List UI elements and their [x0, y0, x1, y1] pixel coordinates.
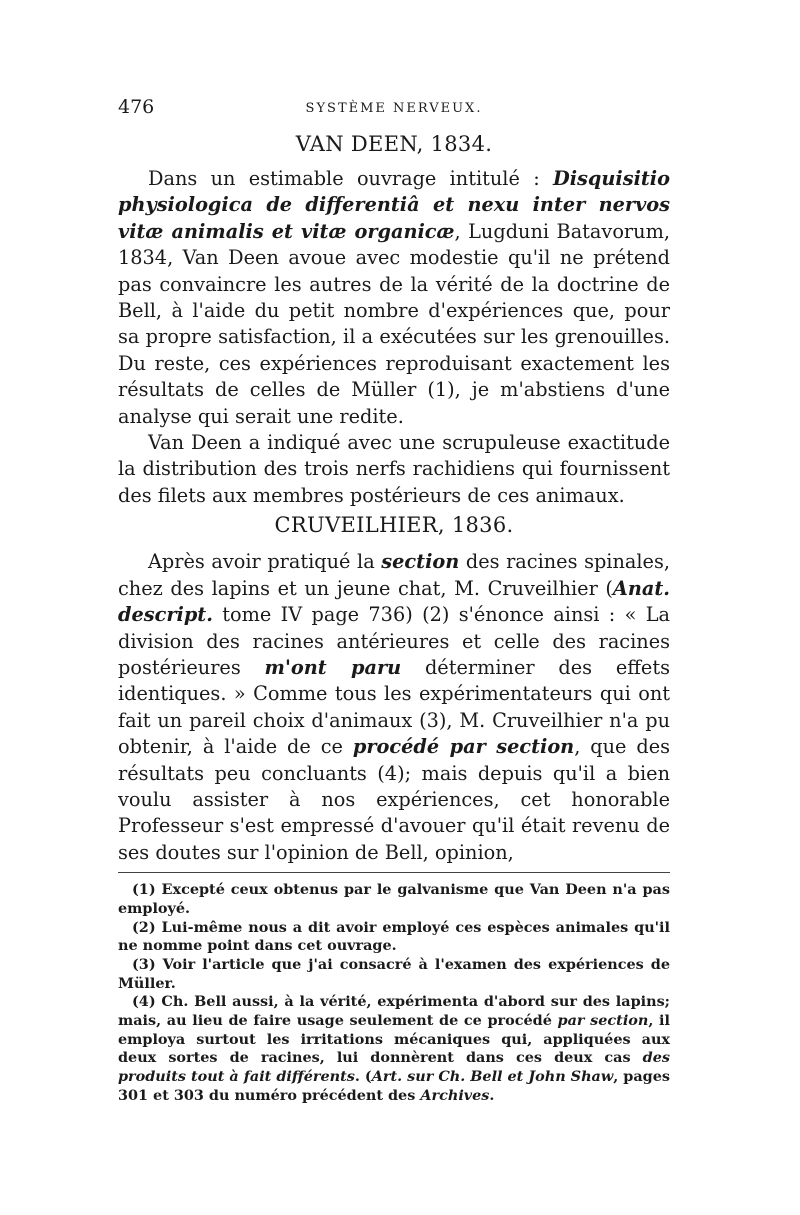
- paragraph-cruveilhier: [118, 549, 670, 866]
- footnote-2: (2) Lui-même nous a dit avoir employé ces espèces animales qu'il ne nomme point dans cet ouvrage.: [118, 918, 670, 955]
- text-run: .: [489, 1086, 495, 1104]
- footnote-1: (1) Excepté ceux obtenus par le galvanisme que Van Deen n'a pas employé.: [118, 881, 670, 917]
- citation: Anat. descript.: [118, 576, 670, 627]
- text-run: (4) Ch. Bell aussi, à la vérité, expérimenta d'abord sur des lapins; mais, au lieu de faire usage seulement de ce procédé: [118, 993, 670, 1030]
- text-run: , Lugduni Batavorum, 1834, Van Deen avoue avec modestie qu'il ne prétend pas convaincre les autres de la vérité de la doctrine de Bell, à l'aide du petit nombre d'expériences que, pour sa propre satisfaction, il a exécutées sur les grenouilles. Du reste, ces expériences reproduisant exactement les résultats de celles de Müller (1), je m'abstiens d'une analyse qui serait une redite.: [118, 219, 670, 428]
- text-run: tome IV page 736) (2) s'énonce ainsi : « La division des racines antérieures et celle des racines postérieures: [118, 603, 670, 679]
- page-number: 476: [118, 96, 155, 118]
- footnote-3: (3) Voir l'article que j'ai consacré à l'examen des expériences de Müller.: [118, 955, 670, 992]
- emphasis: procédé par section: [352, 735, 575, 759]
- emphasis: m'ont paru: [264, 655, 402, 679]
- citation: Archives: [420, 1086, 490, 1104]
- citation: Art. sur Ch. Bell et John Shaw: [371, 1068, 614, 1086]
- footnotes: [118, 881, 670, 1105]
- text-run: . (: [354, 1068, 372, 1086]
- footnote-4: [118, 993, 670, 1105]
- text-run: , que des résultats peu concluants (4); mais depuis qu'il a bien voulu assister à nos expériences, cet honorable Professeur s'est empressé d'avouer qu'il était revenu de ses doutes sur l'opinion de Bell, opinion,: [118, 735, 670, 864]
- emphasis: section: [381, 550, 460, 574]
- emphasis: par section: [557, 1012, 649, 1030]
- section-heading-cruveilhier: CRUVEILHIER, 1836.: [274, 513, 514, 538]
- text-run: Après avoir pratiqué la: [148, 550, 382, 574]
- running-head: [118, 96, 670, 126]
- book-title: Disquisitio physiologica de differentiâ et nexu inter nervos vitæ animalis et vitæ organicæ: [118, 167, 670, 243]
- footnote-divider: [118, 872, 670, 873]
- text-run: déterminer des effets identiques. » Comme tous les expérimentateurs qui ont fait un pareil choix d'animaux (3), M. Cruveilhier n'a pu obtenir, à l'aide de ce: [118, 655, 670, 759]
- paragraph-van-deen-2: Van Deen a indiqué avec une scrupuleuse exactitude la distribution des trois nerfs rachidiens qui fournissent des filets aux membres postérieurs de ces animaux.: [118, 431, 670, 507]
- text-run: , pages 301 et 303 du numéro précédent des: [118, 1068, 670, 1104]
- text-run: des racines spinales, chez des lapins et un jeune chat, M. Cruveilhier (: [118, 550, 670, 600]
- text-run: , il employa surtout les irritations mécaniques qui, appliquées aux deux sortes de racines, lui donnèrent dans ces deux cas: [118, 1012, 670, 1067]
- paragraph-van-deen-1: [118, 166, 670, 430]
- section-heading-van-deen: VAN DEEN, 1834.: [295, 132, 493, 156]
- book-page: [118, 96, 670, 1106]
- text-run: Dans un estimable ouvrage intitulé :: [148, 167, 553, 190]
- running-title: SYSTÈME NERVEUX.: [305, 101, 483, 116]
- emphasis: des produits tout à fait différents: [118, 1049, 670, 1086]
